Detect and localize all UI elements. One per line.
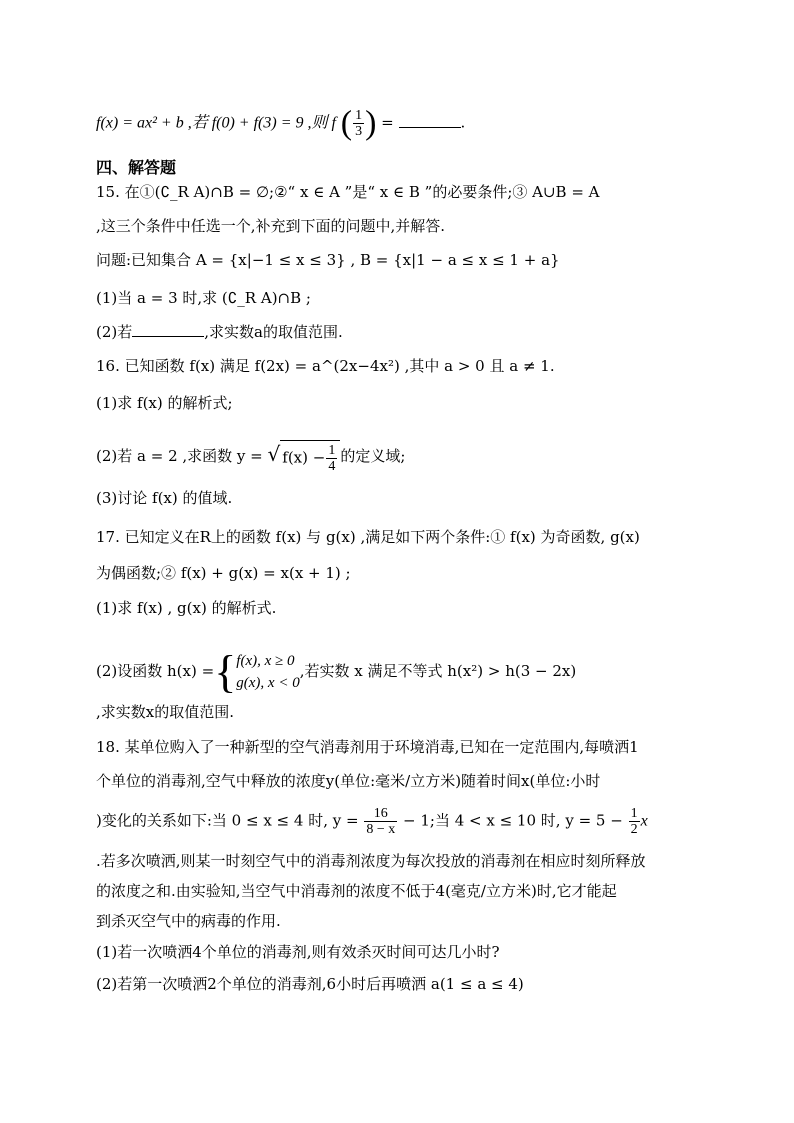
q15-line2: ,这三个条件中任选一个,补充到下面的问题中,并解答.: [96, 217, 446, 235]
radical-expression: f(x) − $\frac{1}{4}$: [280, 440, 340, 474]
q18-sub1: (1)若一次喷洒4个单位的消毒剂,则有效杀灭时间可达几小时?: [96, 943, 500, 961]
q17-line-end: ,求实数x的取值范围.: [96, 703, 234, 721]
q17-line1: 17. 已知定义在R上的函数 f(x) 与 g(x) ,满足如下两个条件:① f(x) 为奇函数, g(x): [96, 528, 640, 546]
q18-line2: 个单位的消毒剂,空气中释放的浓度y(单位:毫米/立方米)随着时间x(单位:小时: [96, 772, 601, 790]
q16-sub2: (2)若 a = 2 ,求函数 y = √ f(x) − $\frac{1}{4}$ 的定义域;: [96, 442, 406, 474]
q17-sub2: (2)设函数 h(x) ={ f(x), x ≥ 0 g(x), x < 0 ,若实数 x 满足不等式 h(x²) > h(3 − 2x): [96, 646, 577, 697]
q15-line1: 15. 在①(∁_R A)∩B = ∅;②“ x ∈ A ”是“ x ∈ B ”的必要条件;③ A∪B = A: [96, 183, 600, 201]
answer-blank[interactable]: [399, 113, 461, 128]
q16-line1: 16. 已知函数 f(x) 满足 f(2x) = a^(2x−4x²) ,其中 a > 0 且 a ≠ 1.: [96, 357, 555, 375]
q18-line4: .若多次喷洒,则某一时刻空气中的消毒剂浓度为每次投放的消毒剂在相应时刻所释放: [96, 852, 646, 870]
fill-in-question: f(x) = ax² + b ,若 f(0) + f(3) = 9 ,则 f ( $\frac{1}{3}$ ) = .: [96, 104, 466, 142]
q18-line1: 18. 某单位购入了一种新型的空气消毒剂用于环境消毒,已知在一定范围内,每喷洒1: [96, 738, 639, 756]
q15-sub1: (1)当 a = 3 时,求 (∁_R A)∩B ;: [96, 289, 311, 307]
q17-line2: 为偶函数;② f(x) + g(x) = x(x + 1) ;: [96, 564, 351, 582]
q16-sub1: (1)求 f(x) 的解析式;: [96, 394, 233, 412]
q18-sub2: (2)若第一次喷洒2个单位的消毒剂,6小时后再喷洒 a(1 ≤ a ≤ 4): [96, 975, 524, 993]
fill-in-text: f(x) = ax² + b ,若 f(0) + f(3) = 9 ,则 f: [96, 114, 336, 132]
q18-line6: 到杀灭空气中的病毒的作用.: [96, 912, 281, 930]
q18-line5: 的浓度之和.由实验知,当空气中消毒剂的浓度不低于4(毫克/立方米)时,它才能起: [96, 882, 617, 900]
q17-sub1: (1)求 f(x) , g(x) 的解析式.: [96, 599, 277, 617]
condition-blank[interactable]: [132, 322, 204, 337]
q18-line3: )变化的关系如下:当 0 ≤ x ≤ 4 时, y = $\frac{16}{8 - x}$ − 1;当 4 < x ≤ 10 时, y = 5 − $\frac{1}{2}$ x: [96, 806, 648, 837]
fraction-one-third: $\frac{1}{3}$: [355, 108, 363, 139]
section-title: 四、解答题: [96, 158, 177, 177]
q15-line3: 问题:已知集合 A = {x|−1 ≤ x ≤ 3} , B = {x|1 − a ≤ x ≤ 1 + a}: [96, 251, 560, 269]
piecewise-cases: f(x), x ≥ 0 g(x), x < 0: [236, 653, 300, 691]
q15-sub2: (2)若 ,求实数a的取值范围.: [96, 323, 343, 341]
q16-sub3: (3)讨论 f(x) 的值域.: [96, 489, 233, 507]
